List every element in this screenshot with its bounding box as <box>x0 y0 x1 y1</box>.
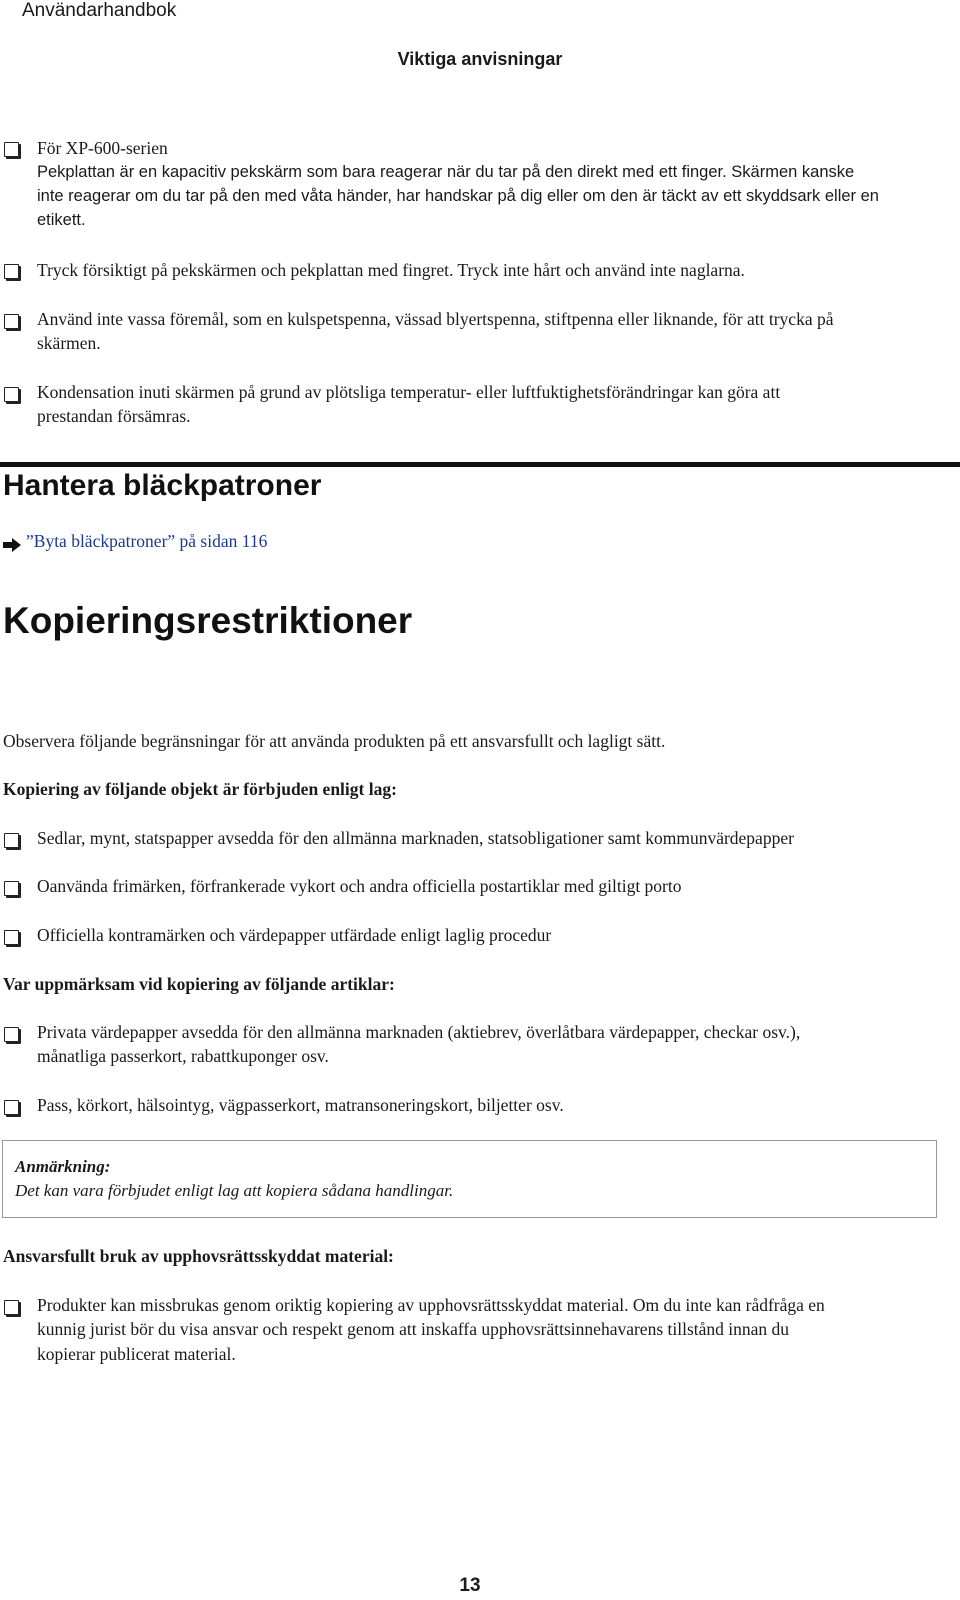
ink-section-heading: Hantera bläckpatroner <box>3 469 322 502</box>
checkbox-bullet-icon <box>4 264 19 279</box>
list-item-text: Sedlar, mynt, statspapper avsedda för den allmänna marknaden, statsobligationer samt kommunvärdepapper <box>37 828 794 848</box>
cross-reference-link[interactable]: ”Byta bläckpatroner” på sidan 116 <box>26 531 268 551</box>
list-item-line: Kondensation inuti skärmen på grund av plötsliga temperatur- eller luftfuktighetsförändringar kan göra att <box>37 382 781 402</box>
list-item-line: Privata värdepapper avsedda för den allmänna marknaden (aktiebrev, överlåtbara värdepapper, checkar osv.), <box>37 1022 801 1042</box>
list-item-line: etikett. <box>37 211 86 229</box>
copy-intro: Observera följande begränsningar för att använda produkten på ett ansvarsfullt och lagligt sätt. <box>3 731 666 751</box>
list-item-line: Använd inte vassa föremål, som en kulspetspenna, vässad blyertspenna, stiftpenna eller liknande, för att trycka på <box>37 309 834 329</box>
checkbox-bullet-icon <box>4 142 19 157</box>
list-item-line: kunnig jurist bör du visa ansvar och respekt genom att inskaffa upphovsrättsinnehavarens tillstånd innan du <box>37 1319 790 1339</box>
section-rule <box>0 462 960 467</box>
page-number: 13 <box>459 1575 481 1596</box>
checkbox-bullet-icon <box>4 881 19 896</box>
checkbox-bullet-icon <box>4 1027 19 1042</box>
checkbox-bullet-icon <box>4 314 19 329</box>
list-item-line: Tryck försiktigt på pekskärmen och pekplattan med fingret. Tryck inte hårt och använd inte naglarna. <box>37 260 745 280</box>
list-item-line: Pekplattan är en kapacitiv pekskärm som bara reagerar när du tar på den direkt med ett finger. Skärmen kanske <box>37 163 855 181</box>
list-item-line: Pass, körkort, hälsointyg, vägpasserkort, matransoneringskort, biljetter osv. <box>37 1095 564 1115</box>
list-item-line: kopierar publicerat material. <box>37 1344 236 1364</box>
caution-heading: Var uppmärksam vid kopiering av följande artiklar: <box>3 974 395 994</box>
list-item-line: månatliga passerkort, rabattkuponger osv. <box>37 1046 329 1066</box>
note-box <box>2 1140 937 1218</box>
copyright-heading: Ansvarsfullt bruk av upphovsrättsskyddat material: <box>3 1246 394 1266</box>
manual-title: Användarhandbok <box>22 0 177 21</box>
list-item-line: prestandan försämras. <box>37 406 191 426</box>
list-item-line: inte reagerar om du tar på den med våta händer, har handskar på dig eller om den är täckt av ett skyddsark eller en <box>37 187 879 205</box>
list-item-line: Produkter kan missbrukas genom oriktig kopiering av upphovsrättsskyddat material. Om du inte kan rådfråga en <box>37 1295 825 1315</box>
forbidden-heading: Kopiering av följande objekt är förbjuden enligt lag: <box>3 779 397 799</box>
checkbox-bullet-icon <box>4 387 19 402</box>
section-title: Viktiga anvisningar <box>397 49 563 69</box>
list-item-line: skärmen. <box>37 333 101 353</box>
arrow-right-icon <box>2 537 22 553</box>
note-title: Anmärkning: <box>15 1157 111 1176</box>
checkbox-bullet-icon <box>4 1100 19 1115</box>
copy-section-heading: Kopieringsrestriktioner <box>3 600 413 641</box>
checkbox-bullet-icon <box>4 930 19 945</box>
checkbox-bullet-icon <box>4 1300 19 1315</box>
note-text: Det kan vara förbjudet enligt lag att kopiera sådana handlingar. <box>15 1181 454 1200</box>
list-item-text: Oanvända frimärken, förfrankerade vykort och andra officiella postartiklar med giltigt porto <box>37 876 682 896</box>
list-item-line: För XP-600-serien <box>37 138 168 158</box>
checkbox-bullet-icon <box>4 833 19 848</box>
list-item-text: Officiella kontramärken och värdepapper utfärdade enligt laglig procedur <box>37 925 552 945</box>
